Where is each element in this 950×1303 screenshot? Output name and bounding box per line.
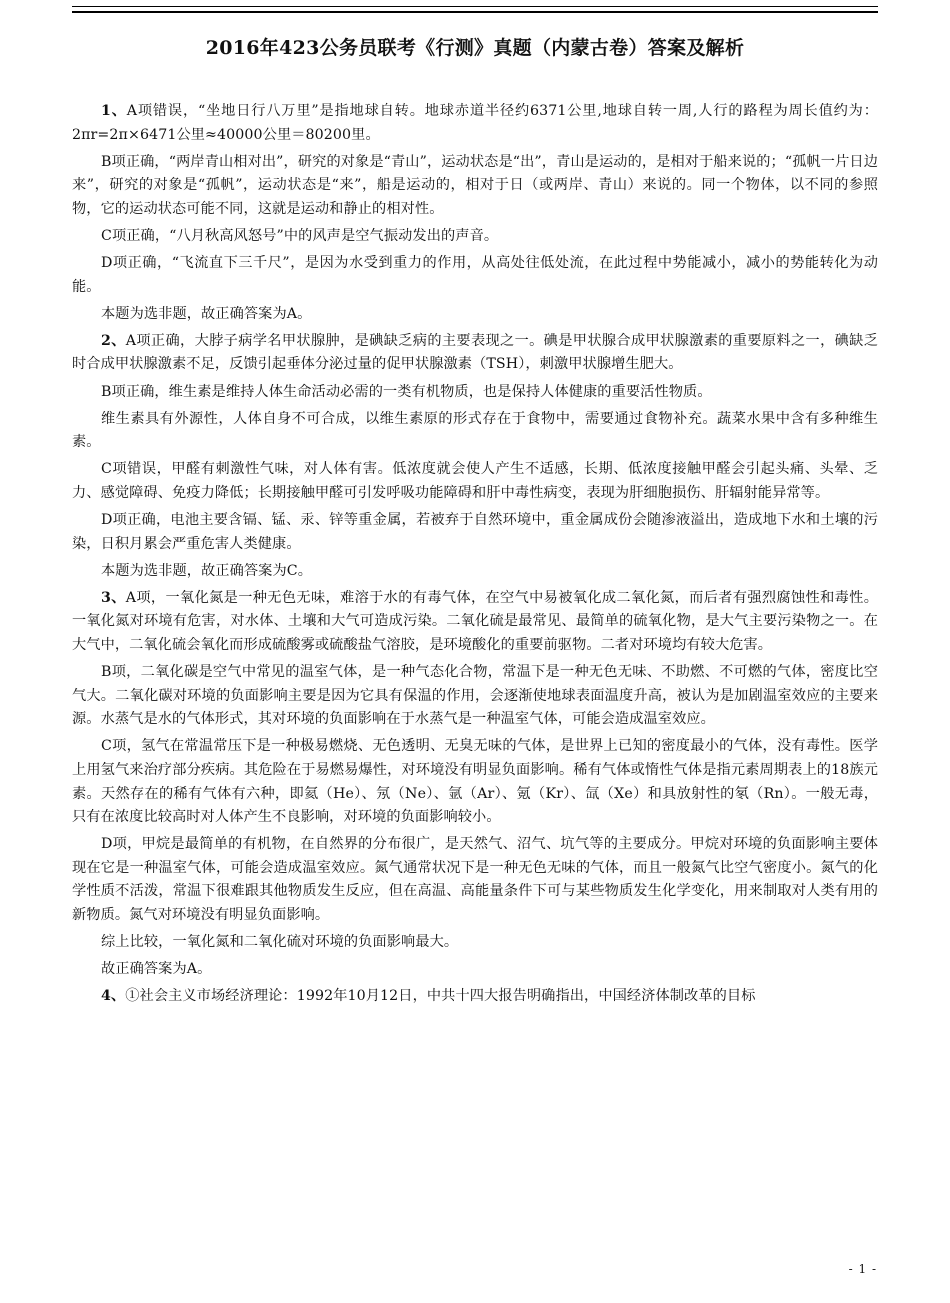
paragraph (72, 661, 878, 732)
header-rule-thick (72, 11, 878, 13)
paragraph (72, 225, 878, 249)
paragraph-text: 故正确答案为A。 (101, 961, 212, 978)
header-rule-thin (72, 6, 878, 7)
paragraph (72, 931, 878, 955)
paragraph-text: 维生素具有外源性，人体自身不可合成，以维生素原的形式存在于食物中，需要通过食物补充。蔬菜水果中含有多种维生素。 (72, 410, 878, 451)
paragraph-text: B项正确，维生素是维持人体生命活动必需的一类有机物质，也是保持人体健康的重要活性物质。 (101, 383, 712, 400)
paragraph-text: C项正确，“八月秋高风怒号”中的风声是空气振动发出的声音。 (101, 227, 499, 244)
paragraph (72, 587, 878, 658)
document-body (72, 100, 878, 1012)
paragraph-text: 本题为选非题，故正确答案为C。 (101, 562, 312, 579)
paragraph (72, 408, 878, 455)
question-number: 2、 (101, 332, 126, 349)
paragraph-text: D项，甲烷是最简单的有机物，在自然界的分布很广，是天然气、沼气、坑气等的主要成分。甲烷对环境的负面影响主要体现在它是一种温室气体，可能会造成温室效应。氮气通常状况下是一种无色无味的气体，而且一般氮气比空气密度小。氮气的化学性质不活泼，常温下很难跟其他物质发生反应，但在高温、高能量条件下可与某些物质发生化学变化，用来制取对人类有用的新物质。氮气对环境没有明显负面影响。 (72, 836, 878, 923)
question-number: 3、 (101, 589, 126, 606)
paragraph-text: ①社会主义市场经济理论：1992年10月12日，中共十四大报告明确指出，中国经济体制改革的目标 (125, 988, 756, 1005)
page-title: 2016年423公务员联考《行测》真题（内蒙古卷）答案及解析 (205, 37, 745, 59)
paragraph (72, 735, 878, 829)
paragraph (72, 958, 878, 982)
paragraph (72, 303, 878, 327)
paragraph-text: B项，二氧化碳是空气中常见的温室气体，是一种气态化合物，常温下是一种无色无味、不助燃、不可燃的气体，密度比空气大。二氧化碳对环境的负面影响主要是因为它具有保温的作用，会逐渐使地球表面温度升高，被认为是加剧温室效应的主要来源。水蒸气是水的气体形式，其对环境的负面影响在于水蒸气是一种温室气体，可能会造成温室效应。 (72, 664, 878, 728)
paragraph-text: C项错误，甲醛有刺激性气味，对人体有害。低浓度就会使人产生不适感，长期、低浓度接触甲醛会引起头痛、头晕、乏力、感觉障碍、免疫力降低；长期接触甲醛可引发呼吸功能障碍和肝中毒性病变，表现为肝细胞损伤、肝辐射能异常等。 (72, 461, 878, 501)
paragraph-text: C项，氢气在常温常压下是一种极易燃烧、无色透明、无臭无味的气体，是世界上已知的密度最小的气体，没有毒性。医学上用氢气来治疗部分疾病。其危险在于易燃易爆性，对环境没有明显负面影响。稀有气体或惰性气体是指元素周期表上的18族元素。天然存在的稀有气体有六种，即氦（He）、氖（Ne）、氩（Ar）、氪（Kr）、氙（Xe）和具放射性的氡（Rn）。一般无毒，只有在浓度比较高时对人体产生不良影响，对环境的负面影响较小。 (72, 738, 878, 826)
paragraph-text: 综上比较，一氧化氮和二氧化硫对环境的负面影响最大。 (101, 934, 459, 951)
paragraph (72, 151, 878, 222)
paragraph (72, 100, 878, 147)
paragraph (72, 509, 878, 556)
paragraph-text: A项正确，大脖子病学名甲状腺肿，是碘缺乏病的主要表现之一。碘是甲状腺合成甲状腺激素的重要原料之一，碘缺乏时合成甲状腺激素不足，反馈引起垂体分泌过量的促甲状腺激素（TSH），刺激甲状腺增生肥大。 (72, 332, 878, 373)
paragraph-text: D项正确，“飞流直下三千尺”，是因为水受到重力的作用，从高处往低处流，在此过程中势能减小，减小的势能转化为动能。 (72, 255, 878, 295)
question-number: 4、 (101, 988, 126, 1005)
page-number: - 1 - (848, 1262, 877, 1276)
paragraph (72, 985, 878, 1009)
paragraph (72, 458, 878, 505)
paragraph-text: A项，一氧化氮是一种无色无味，难溶于水的有毒气体，在空气中易被氧化成二氧化氮，而后者有强烈腐蚀性和毒性。一氧化氮对环境有危害，对水体、土壤和大气可造成污染。二氧化硫是最常见、最简单的硫氧化物，是大气主要污染物之一。在大气中，二氧化硫会氧化而形成硫酸雾或硫酸盐气溶胶，是环境酸化的重要前驱物。二者对环境均有较大危害。 (72, 589, 878, 653)
paragraph (72, 381, 878, 405)
paragraph (72, 330, 878, 377)
paragraph-text: B项正确，“两岸青山相对出”，研究的对象是“青山”，运动状态是“出”，青山是运动的，是相对于船来说的；“孤帆一片日边来”，研究的对象是“孤帆”，运动状态是“来”，船是运动的，相对于日（或两岸、青山）来说的。同一个物体，以不同的参照物，它的运动状态可能不同，这就是运动和静止的相对性。 (72, 153, 878, 217)
paragraph (72, 560, 878, 584)
paragraph-text: A项错误，“坐地日行八万里”是指地球自转。地球赤道半径约6371公里,地球自转一周,人行的路程为周长值约为：2πr=2π×6471公里≈40000公里＝80200里。 (72, 103, 878, 143)
paragraph (72, 252, 878, 299)
paragraph-text: 本题为选非题，故正确答案为A。 (101, 305, 312, 322)
question-number: 1、 (101, 103, 127, 119)
paragraph (72, 833, 878, 927)
paragraph-text: D项正确，电池主要含镉、锰、汞、锌等重金属，若被弃于自然环境中，重金属成份会随渗液溢出，造成地下水和土壤的污染，日积月累会严重危害人类健康。 (72, 512, 878, 552)
